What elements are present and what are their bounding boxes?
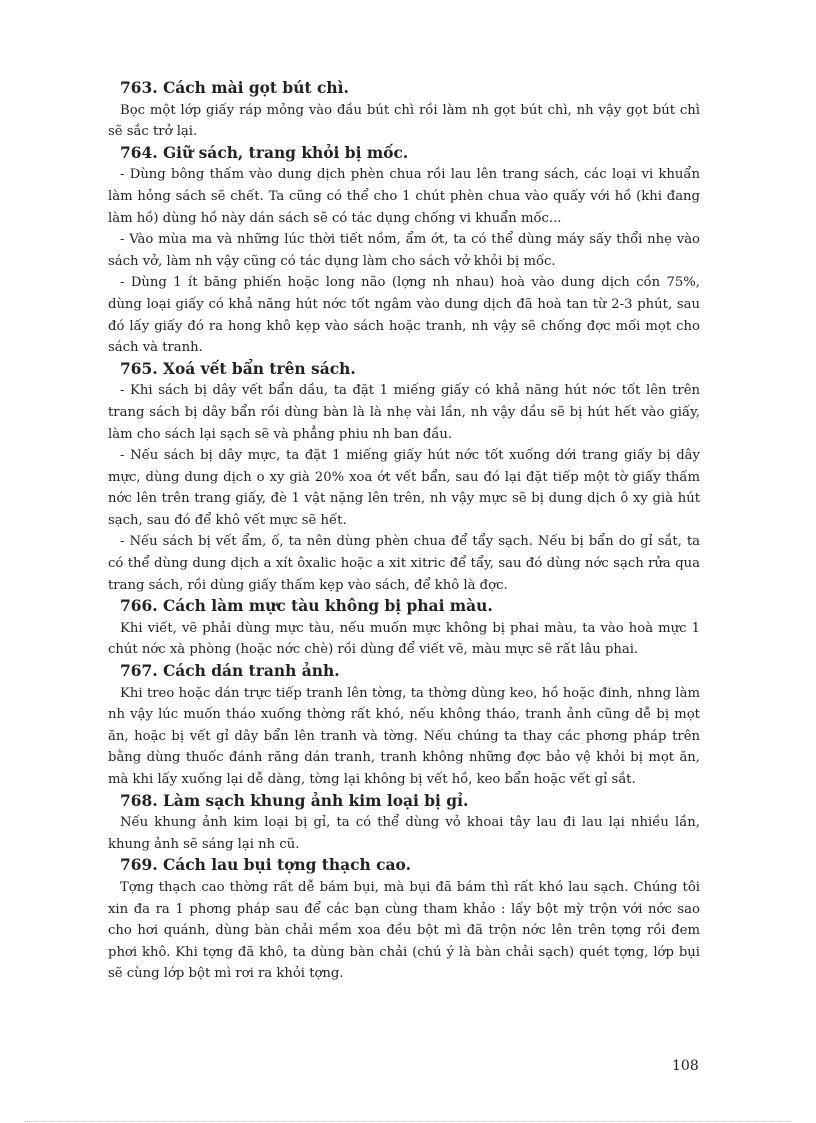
section-heading: 769. Cách lau bụi tợng thạch cao. — [120, 856, 411, 875]
paragraph: - Nếu sách bị vết ẩm, ố, ta nên dùng phèn chua để tẩy sạch. Nếu bị bẩn do gỉ sắt, ta có thể dùng dung dịch a xít ôxalic hoặc a xit xitric để tẩy, sau đó dùng nớc sạch rửa qua trang sách, rồi dùng giấy thấm kẹp vào sách, để khô là đợc. — [108, 534, 700, 593]
page-bottom-divider — [24, 1121, 792, 1122]
paragraph: - Dùng 1 ít băng phiến hoặc long não (lợng nh nhau) hoà vào dung dịch cồn 75%, dùng loại giấy có khả năng hút nớc tốt ngâm vào dung dịch đã hoà tan từ 2-3 phút, sau đó lấy giấy đó ra hong khô kẹp vào sách hoặc tranh, nh vậy sẽ chống đợc mối mọt cho sách và tranh. — [108, 275, 700, 356]
section-heading: 767. Cách dán tranh ảnh. — [120, 662, 340, 681]
page-number: 108 — [672, 1058, 699, 1074]
paragraph: - Nếu sách bị dây mực, ta đặt 1 miếng giấy hút nớc tốt xuống dới trang giấy bị dây mực, dùng dung dịch o xy già 20% xoa ớt vết bẩn, sau đó lại đặt tiếp một tờ giấy thấm nớc lên trên trang giấy, đè 1 vật nặng lên trên, nh vậy mực sẽ bị dung dịch ô xy già hút sạch, sau đó để khô vết mực sẽ hết. — [108, 448, 700, 528]
section-766 — [108, 596, 700, 661]
paragraph: Nếu khung ảnh kim loại bị gỉ, ta có thể dùng vỏ khoai tây lau đi lau lại nhiều lần, khung ảnh sẽ sáng lại nh cũ. — [108, 815, 700, 852]
section-heading: 764. Giữ sách, trang khỏi bị mốc. — [120, 143, 409, 162]
paragraph: Tợng thạch cao thờng rất dễ bám bụi, mà bụi đã bám thì rất khó lau sạch. Chúng tôi xin đa ra 1 phơng pháp sau để các bạn cùng tham khảo : lấy bột mỳ trộn với nớc sao cho hơi quánh, dùng bàn chải mềm xoa đều bột mì đã trộn nớc lên trên tợng rồi đem phơi khô. Khi tợng đã khô, ta dùng bàn chải (chú ý là bàn chải sạch) quét tợng, lớp bụi sẽ cùng lớp bột mì rơi ra khỏi tợng. — [108, 879, 700, 982]
paragraph: - Dùng bông thấm vào dung dịch phèn chua rồi lau lên trang sách, các loại vi khuẩn làm hỏng sách sẽ chết. Ta cũng có thể cho 1 chút phèn chua vào quấy với hồ (khi đang làm hồ) dùng hồ này dán sách sẽ có tác dụng chống vi khuẩn mốc... — [108, 167, 700, 226]
section-764 — [108, 143, 700, 359]
paragraph: - Vào mùa ma và những lúc thời tiết nồm, ẩm ớt, ta có thể dùng máy sấy thổi nhẹ vào sách vở, làm nh vậy cũng có tác dụng làm cho sách vở khỏi bị mốc. — [108, 232, 700, 269]
section-heading: 765. Xoá vết bẩn trên sách. — [120, 359, 356, 378]
section-heading: 766. Cách làm mực tàu không bị phai màu. — [120, 597, 493, 616]
paragraph: Khi viết, vẽ phải dùng mực tàu, nếu muốn mực không bị phai màu, ta vào hoà mực 1 chút nớc xà phòng (hoặc nớc chè) rồi dùng để viết vẽ, màu mực sẽ rất lâu phai. — [108, 620, 700, 658]
section-763 — [108, 78, 700, 143]
document-body — [108, 78, 700, 985]
section-769 — [108, 855, 700, 985]
section-765 — [108, 359, 700, 597]
section-heading: 768. Làm sạch khung ảnh kim loại bị gỉ. — [120, 791, 469, 810]
paragraph: Khi treo hoặc dán trực tiếp tranh lên tờng, ta thờng dùng keo, hồ hoặc đinh, nhng làm nh vậy lúc muốn tháo xuống thờng rất khó, nếu không tháo, tranh ảnh cũng dễ bị mọt ăn, hoặc bị vết gỉ dây bẩn lên tranh và tờng. Nếu chúng ta thay các phơng pháp trên bằng dùng thuốc đánh răng dán tranh, tranh không những đợc bảo vệ khỏi bị mọt ăn, mà khi lấy xuống lại dễ dàng, tờng lại không bị vết hồ, keo bẩn hoặc vết gỉ sắt. — [108, 685, 700, 787]
paragraph: Bọc một lớp giấy ráp mỏng vào đầu bút chì rồi làm nh gọt bút chì, nh vậy gọt bút chì sẽ sắc trở lại. — [108, 102, 700, 140]
section-767 — [108, 661, 700, 791]
section-heading: 763. Cách mài gọt bút chì. — [120, 79, 349, 97]
paragraph: - Khi sách bị dây vết bẩn dầu, ta đặt 1 miếng giấy có khả năng hút nớc tốt lên trên trang sách bị dây bẩn rồi dùng bàn là là nhẹ vài lần, nh vậy dầu sẽ bị hút hết vào giấy, làm cho sách lại sạch sẽ và phẳng phiu nh ban đầu. — [108, 383, 700, 442]
section-768 — [108, 791, 700, 856]
